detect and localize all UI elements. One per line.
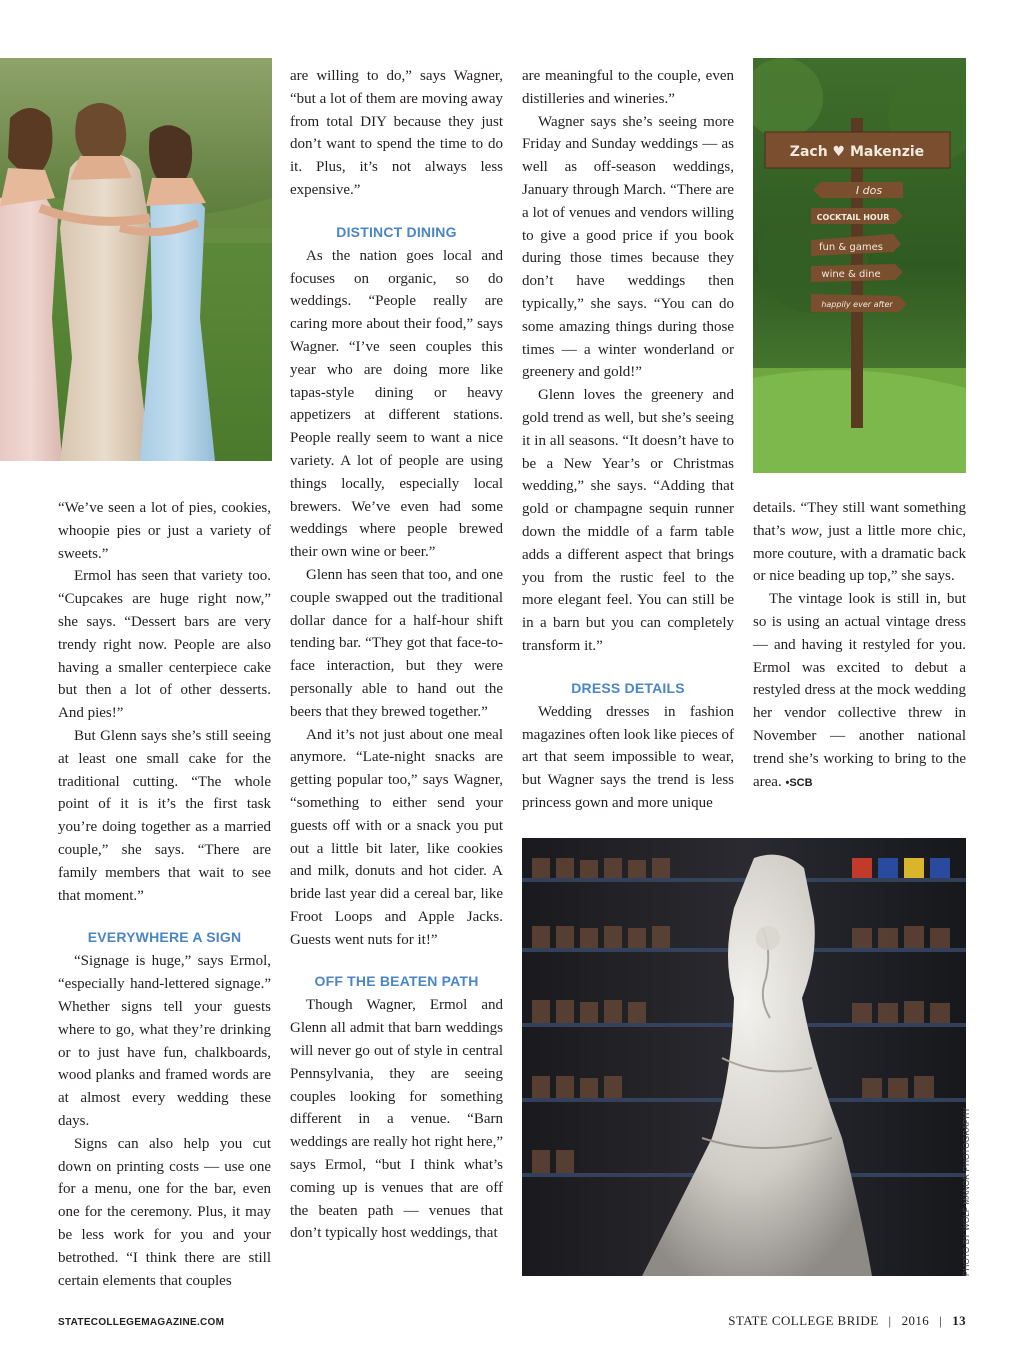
section-heading-dress-details: DRESS DETAILS (571, 679, 685, 696)
bridesmaids-photo (0, 58, 272, 461)
paragraph (753, 588, 966, 794)
paragraph: Wedding dresses in fashion magazines often look like pieces of art that seem impossible to wear, but Wagner says the trend is less princess gown and more unique (522, 703, 735, 811)
text-span: details. “They still want something that’s (753, 500, 966, 539)
folio-separator: | (939, 1313, 943, 1328)
sign-arrow-5: happily ever after (821, 300, 893, 309)
website-url: STATECOLLEGEMAGAZINE.COM (58, 1317, 225, 1328)
wedding-sign-photo (753, 58, 966, 473)
paragraph: Signs can also help you cut down on printing costs — use one for a menu, one for the bar, even one for the ceremony. Plus, it may be less work for you and your betrothed. “I think there are still certain elements that couples (58, 1135, 271, 1289)
paragraph: are willing to do,” says Wagner, “but a lot of them are moving away from total DIY because they just don’t want to spend the time to do it. Plus, it’s not always less expensive.” (290, 68, 503, 198)
paragraph: But Glenn says she’s still seeing at least one small cake for the traditional cutting. “The whole point of it is it’s the first task you’re doing together as a married couple,” she says. “There are family members that wait to see that moment.” (58, 727, 271, 904)
footer-folio (728, 1313, 966, 1329)
paragraph: Wagner says she’s seeing more Friday and Sunday weddings — as well as off-season weddings, January through March. “There are a lot of venues and vendors willing to give a good price if you book during those times because they don’t have weddings then typically,” she says. “You can do some amazing things during those times — a winter wonderland or greenery and gold!” (522, 113, 734, 381)
column-4 (753, 497, 966, 794)
sign-arrow-3: fun & games (819, 242, 883, 253)
emphasis-wow: wow (791, 522, 819, 539)
end-mark: •SCB (785, 776, 813, 789)
paragraph: Glenn has seen that too, and one couple swapped out the traditional dollar dance for a half-hour shift tending bar. “They got that face-to-face interaction, but they were personally able to hand out the beers that they brewed together.” (290, 566, 503, 720)
paragraph (753, 497, 966, 588)
paragraph: “Signage is huge,” says Ermol, “especially hand-lettered signage.” Whether signs tell your guests where to go, what they’re drinking or to just have fun, chalkboards, wood planks and framed words are at almost every wedding these days. (58, 953, 271, 1129)
paragraph: “We’ve seen a lot of pies, cookies, whoopie pies or just a variety of sweets.” (58, 500, 271, 562)
year: 2016 (901, 1313, 930, 1328)
sign-arrow-1: I dos (855, 184, 883, 197)
sign-couple-name: Zach ♥ Makenzie (789, 144, 925, 160)
section-heading-distinct-dining: DISTINCT DINING (336, 223, 457, 240)
paragraph: Glenn loves the greenery and gold trend as well, but she’s seeing it in all seasons. “It doesn’t have to be a New Year’s or Christmas wedding,” she says. “Adding that gold or champagne sequin runner down the middle of a farm table adds a different aspect that brings you from the rustic feel to the more elegant feel. You can still be in a barn but you can completely transform it.” (522, 387, 734, 654)
section-heading-off-the-beaten-path: OFF THE BEATEN PATH (314, 973, 479, 990)
wedding-dress-photo (522, 838, 966, 1276)
publication-name: STATE COLLEGE BRIDE (728, 1313, 879, 1328)
paragraph: And it’s not just about one meal anymore. “Late-night snacks are getting popular too,” says Wagner, “something to either send your guests off with or a snack you put out a little bit later, like cookies and milk, donuts and hot cider. A bride last year did a cereal bar, like Froot Loops and Apple Jacks. Guests went nuts for it!” (290, 726, 503, 948)
folio-separator: | (888, 1313, 892, 1328)
paragraph: Though Wagner, Ermol and Glenn all admit that barn weddings will never go out of style in central Pennsylvania, they are seeing couples looking for something different in a venue. “Barn weddings are really hot right here,” says Ermol, “but I think what’s coming up is venues that are off the beaten path — venues that don’t typically host weddings, that (290, 997, 503, 1242)
text-span: The vintage look is still in, but so is using an actual vintage dress — and having it restyled for you. Ermol was excited to debut a restyled dress at the mock wedding her vendor collective threw in November — another national trend she’s working to bring to the area. (753, 591, 966, 790)
column-3 (522, 65, 734, 815)
sign-arrow-4: wine & dine (821, 269, 881, 280)
paragraph: As the nation goes local and focuses on organic, so do weddings. “People really are caring more about their food,” says Wagner. “I’ve seen couples this year who are doing more like tapas-style dining or heavy appetizers at different stations. People really seem to want a nice variety. A lot of people are using things locally, especially local brewers. We’ve even had some weddings where people brewed their own wine or beer.” (290, 247, 503, 561)
column-2 (290, 65, 503, 1245)
sign-arrow-2: COCKTAIL HOUR (816, 213, 890, 222)
page-number: 13 (952, 1313, 966, 1328)
text-span: , just a little more chic, more couture, with a dramatic back or nice beading up top,” she says. (753, 522, 966, 585)
paragraph: Ermol has seen that variety too. “Cupcakes are huge right now,” she says. “Dessert bars are very trendy right now. People are also having a smaller centerpiece cake but then a lot of other desserts. And pies!” (58, 568, 271, 722)
section-heading-everywhere-a-sign: EVERYWHERE A SIGN (87, 929, 242, 946)
photo-credit: PHOTO BY WOLF MANOR PHOTOGRAPHY (962, 1107, 971, 1276)
column-1 (58, 497, 271, 1292)
paragraph: are meaningful to the couple, even distilleries and wineries.” (522, 68, 734, 107)
